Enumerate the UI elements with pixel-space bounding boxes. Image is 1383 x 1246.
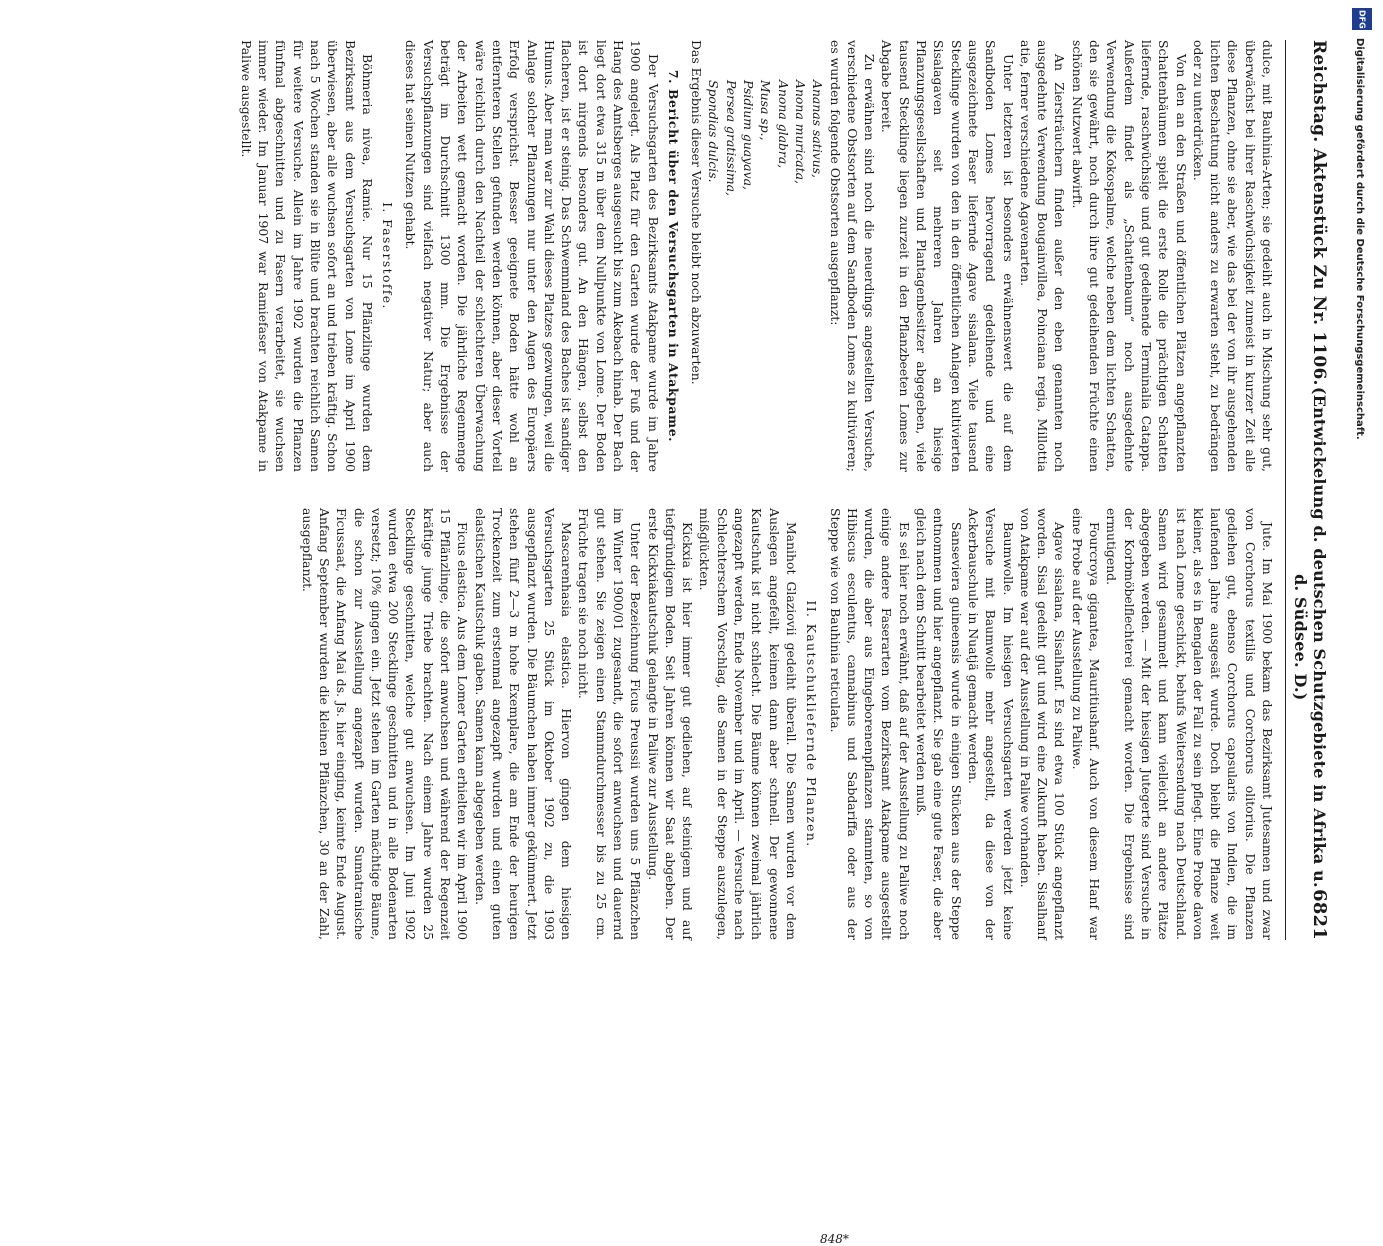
list-item: Persea gratissima, bbox=[723, 80, 739, 196]
subsection-heading: I. Faserstoffe. bbox=[380, 202, 396, 310]
paragraph: Fourcroya gigantea, Mauritiushanf. Auch von diesem Hanf war eine Probe auf der Ausstellung zu Paliwe. bbox=[1069, 508, 1103, 940]
paragraph: Kickxia ist hier immer gut gediehen, auf steinigem und auf tiefgründigem Boden. Seit Jahren können wir Saat abgeben. Der erste Kickxiakautschuk gelangte in Paliwe zur Ausstellung. bbox=[645, 508, 696, 940]
header-middle: (Entwickelung d. deutschen Schutzgebiete in Afrika u. d. Südsee. D.) bbox=[1291, 386, 1329, 888]
document-page bbox=[40, 40, 1330, 940]
paragraph: Das Ergebnis dieser Versuche bleibt noch abzuwarten. bbox=[689, 40, 705, 385]
subsection-heading: II. Kautschukliefernde Pflanzen. bbox=[804, 600, 820, 848]
paragraph: Der Versuchsgarten des Bezirksamts Atakpame wurde im Jahre 1900 angelegt. Als Platz für den Garten wurde der Fuß und der Hang des Amtsberges ausgesucht bis zum Akebach hinab. Der Bach liegt dort etwa 315 m über dem Nullpunkte von Lome. Der Boden ist dort nirgends besonders gut. An den Hängen, selbst den flacheren, ist er steinig. Das Schwemmland des Baches ist sandiger Humus. Aber man war zur Wahl dieses Platzes gezwungen, weil die Anlage solcher Pflanzungen nur unter den Augen des Europäers Erfolg versprichst. Besser geeignete Boden hätte wohl an entfernteren Stellen gefunden werden können, aber dieser Vorteil wäre reichlich durch den Nachteil der schlechteren Überwachung der Arbeiten wett gemacht worden. Die jährliche Regenmenge beträgt im Durchschnitt 1300 mm. Die Ergebnisse der Versuchspflanzungen sind vielfach negativer Natur; aber auch dieses hat seinen Nutzen gehabt. bbox=[403, 40, 661, 472]
paragraph: Sanseviera guineensis wurde in einigen Stücken aus der Steppe entnommen und hier angepflanzt. Sie gab eine gute Faser, die aber gleich nach dem Schnitt bearbeitet werden muß. bbox=[914, 508, 964, 940]
page-header bbox=[1285, 40, 1330, 940]
list-item: Anona muricata, bbox=[792, 80, 808, 184]
dfg-logo: DFG bbox=[1352, 8, 1372, 30]
paragraph: Unter letzteren ist besonders erwähnenswert die auf dem Sandboden Lomes hervorragend gedeihende und eine ausgezeichnete Faser liefernde Agave sisalana. Viele tausend Stecklinge wurden von den in den öffentlichen Anlagen kultivierten Sisalagaven seit mehreren Jahren an hiesige Pflanzungsgesellschaften und Plantagenbesitzer abgegeben, viele tausend Stecklinge liegen zurzeit in den Pflanzbeeten Lomes zur Abgabe bereit. bbox=[879, 40, 1016, 472]
left-column bbox=[237, 40, 1276, 472]
paragraph: Mascarenhasia elastica. Hiervon gingen dem hiesigen Versuchsgarten 25 Stück im Oktober 1902 zu, die 1903 ausgepflanzt wurden. Die Bäumchen haben immer gekümmert. Jetzt stehen fünf 2—3 m hohe Exemplare, die am Ende der heurigen Trockenzeit zum erstenmal angezapft wurden und einen guten elastischen Kautschuk gaben. Samen kann abgegeben werden. bbox=[472, 508, 575, 940]
paragraph: Manihot Glaziovii gedeiht überall. Die Samen wurden vor dem Auslegen angefeilt, keimen dann aber schnell. Der gewonnene Kautschuk ist nicht schlecht. Die Bäume können zweimal jährlich angezapft werden, Ende November und im April. — Versuche nach Schlechterschem Vorschlag, die Samen in der Steppe auszulegen, mißglückten. bbox=[697, 508, 799, 940]
paragraph: An Ziersträuchern finden außer den eben genannten noch ausgedehnte Verwendung Bougainvillea, Poinciana regia, Millottia atie, ferner verschiedene Agavenarten. bbox=[1017, 40, 1068, 472]
paragraph: Jute. Im Mai 1900 bekam das Bezirksamt Jutesamen und zwar von Corchorus textilis und Corchorus olitorius. Die Pflanzen gediehen gut, ebenso Corchorus capsularis von Indien, die im laufenden Jahre ausgesät wurde. Doch bleibt die Pflanze weit kleiner, als es in Bengalen der Fall zu sein pflegt. Eine Probe davon ist nach Lome geschickt, behufs Weitersendung nach Deutschland. Samen wird gesammelt und kann vielleicht an andere Plätze abgegeben werden. — Mit der hiesigen Jutegerte sind Versuche in der Korbmöbelflechterei gemacht worden. Die Ergebnisse sind ermutigend. bbox=[1104, 508, 1275, 940]
header-left: Reichstag. Aktenstück Zu Nr. 1106. bbox=[1309, 40, 1329, 386]
paragraph: Baumwolle. Im hiesigen Versuchsgarten werden jetzt keine Versuche mit Baumwolle mehr angestellt, da diese von der Ackerbauschule in Nuatjä gemacht werden. bbox=[965, 508, 1016, 940]
paragraph: Zu erwähnen sind noch die neuerdings angestellten Versuche, verschiedene Obstsorten auf dem Sandboden Lomes zu kultivieren; es wurden folgende Obstsorten ausgepflanzt: bbox=[827, 40, 878, 472]
section-heading: 7. Bericht über den Versuchsgarten in Atakpame. bbox=[665, 69, 681, 443]
paragraph: Unter der Bezeichnung Ficus Preussii wurden uns 5 Pflänzchen im Winter 1900/01 zugesandt, die sofort anwuchsen und dauernd gut stehen. Sie zeigen einen Stammdurchmesser bis zu 25 cm. Früchte tragen sie noch nicht. bbox=[576, 508, 644, 940]
paragraph: dulce, mit Bauhinia-Arten; sie gedeiht auch in Mischung sehr gut, überwächst bei ihrer Raschwüchsigkeit zumeist in kurzer Zeit alle diese Pflanzen, ohne sie aber, wie das bei der von ihr ausgehenden lichten Beschattung nicht anders zu erwarten steht, zu bedrängen oder zu unterdrücken. bbox=[1190, 40, 1275, 472]
list-item: Ananas sativus, bbox=[810, 80, 826, 178]
funding-note: Digitalisierung gefördert durch die Deutsche Forschungsgemeinschaft. bbox=[1354, 38, 1365, 440]
paragraph: Agave sisalana, Sisalhanf. Es sind etwa 100 Stück angepflanzt worden. Sisal gedeiht gut und wird eine Zukunft haben. Sisalhanf von Atakpame war auf der Ausstellung in Paliwe vorhanden. bbox=[1017, 508, 1068, 940]
digitization-sidebar bbox=[1352, 8, 1374, 993]
right-column bbox=[298, 508, 1276, 940]
paragraph: Von den an den Straßen und öffentlichen Plätzen angepflanzten Schattenbäumen spielt die erste Rolle die prächtigen Schatten liefernde, raschwüchsige und gut gedeihende Terminalia Catappa. Außerdem findet als „Schattenbaum“ noch ausgedehnte Verwendung die Kokospalme, welche neben dem lichten Schatten, den sie gewährt, noch durch ihre gut gedeihenden Früchte einen schönen Nutzwert abwirft. bbox=[1069, 40, 1189, 472]
page-number: 6821 bbox=[1309, 889, 1330, 940]
paragraph: Böhmeria nivea, Ramie. Nur 15 Pflänzlinge wurden dem Bezirksamt aus dem Versuchsgarten von Lome im April 1900 überwiesen, aber alle wuchsen sofort an und trieben kräftig. Schon nach 5 Wochen standen sie in Blüte und brachten reichlich Samen für weitere Versuche. Allein im Jahre 1902 wurden die Pflanzen fünfmal abgeschnitten und zu Fasern verarbeitet, sie wuchsen immer wieder. Im Januar 1907 war Ramiefaser von Atakpame in Paliwe ausgestellt. bbox=[238, 40, 375, 472]
signature-mark: 848* bbox=[820, 1232, 849, 1246]
list-item: Psidium guayava, bbox=[741, 80, 757, 190]
paragraph: Es sei hier noch erwähnt, daß auf der Ausstellung zu Paliwe noch einige andere Faserarten vom Bezirksamt Atakpame ausgestellt wurden, die aber aus Eingeborenenpflanzen stammten, so von Hibiscus esculentus, cannabinus und Sabdariffa oder aus der Steppe wie von Bauhinia reticulata. bbox=[827, 508, 912, 940]
list-item: Anona glabra, bbox=[775, 80, 791, 169]
plant-list bbox=[705, 80, 826, 472]
paragraph: Ficus elastica. Aus dem Lomer Garten erhielten wir im April 1900 15 Pflänzlinge, die sofort anwuchsen und während der Regenzeit kräftige junge Triebe brachten. Nach einem Jahre wurden 25 Stecklinge geschnitten, welche gut anwuchsen. Im Juni 1902 wurden etwa 200 Stecklinge geschnitten und in alle Bodenarten versetzt; 10% gingen ein. Jetzt stehen im Garten mächtige Bäume, die schon zur Ausstellung angezapft wurden. Sumatranische Ficussaat, die Anfang Mai ds. Js. hier einging, keimte Ende August. Anfang September wurden die kleinen Pflänzchen, 30 an der Zahl, ausgepflanzt. bbox=[299, 508, 471, 940]
list-item: Musa sp., bbox=[758, 80, 774, 141]
list-item: Spondias dulcis. bbox=[706, 80, 722, 183]
